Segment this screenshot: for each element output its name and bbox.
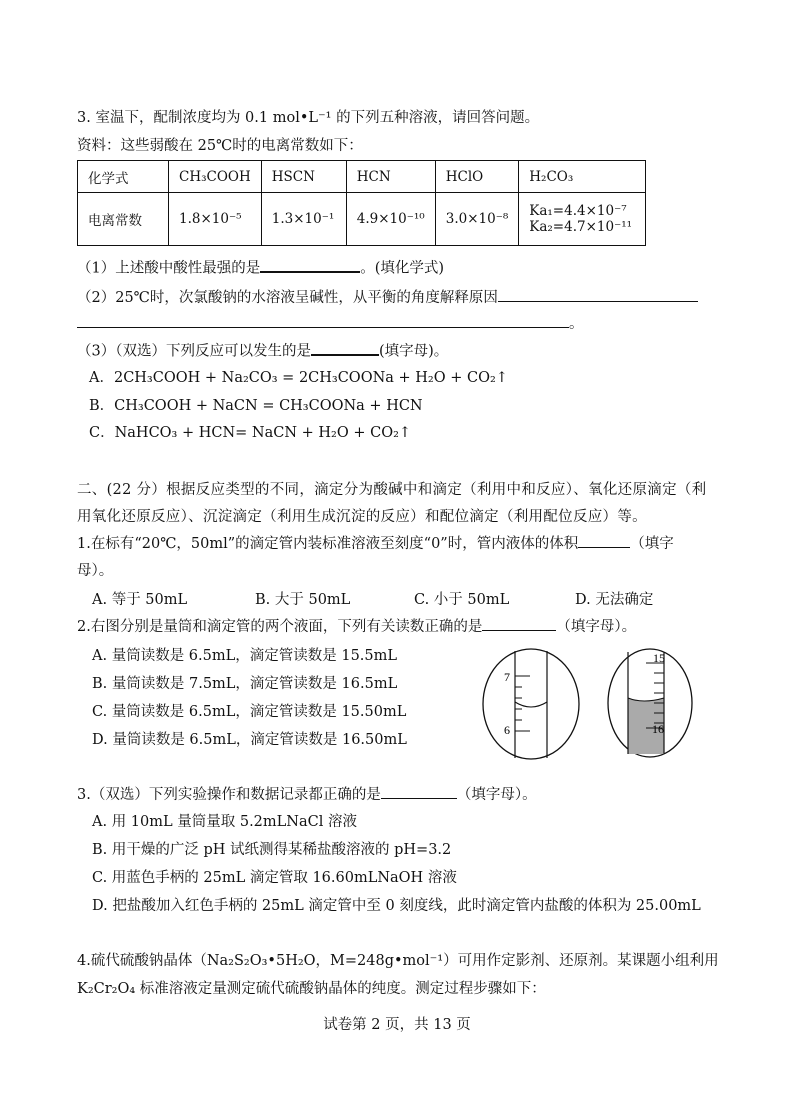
ka1: Ka₁=4.4×10⁻⁷	[529, 203, 627, 219]
table-header-cell: 化学式	[78, 161, 169, 193]
answer-blank[interactable]	[77, 313, 569, 329]
q3-sub1	[77, 256, 444, 278]
table-cell: 4.9×10⁻¹⁰	[346, 193, 435, 246]
table-cell: 1.3×10⁻¹	[261, 193, 346, 246]
page-footer: 试卷第 2 页，共 13 页	[323, 1017, 471, 1033]
table-header-cell: HCN	[346, 161, 435, 193]
table-cell: 1.8×10⁻⁵	[169, 193, 262, 246]
table-cell-h2co3	[519, 193, 646, 246]
p2-q4-line1: 4.硫代硫酸钠晶体（Na₂S₂O₃•5H₂O，M=248g•mol⁻¹）可用作定影剂、还原剂。某课题小组利用	[77, 953, 719, 969]
p2-q1	[77, 532, 674, 553]
p2-q1-tail: （填字	[630, 536, 674, 552]
p2-q2-option-d: D. 量筒读数是 6.5mL，滴定管读数是 16.50mL	[92, 732, 407, 748]
p2-q3-stem: 3.（双选）下列实验操作和数据记录都正确的是	[77, 787, 381, 803]
answer-blank[interactable]	[498, 287, 698, 303]
p2-q2-option-c: C. 量筒读数是 6.5mL，滴定管读数是 15.50mL	[92, 704, 407, 720]
table-header-cell: HClO	[435, 161, 519, 193]
ka2: Ka₂=4.7×10⁻¹¹	[529, 219, 633, 235]
q3-info: 资料：这些弱酸在 25℃时的电离常数如下：	[77, 138, 363, 154]
q3-sub3-stem: （3）（双选）下列反应可以发生的是	[77, 343, 311, 360]
p2-q1-option-c: C. 小于 50mL	[414, 592, 510, 608]
q3-option-a: A．2CH₃COOH + Na₂CO₃ = 2CH₃COONa + H₂O + CO₂↑	[89, 370, 508, 386]
q3-sub2-line2	[77, 312, 584, 333]
ionization-constant-table	[77, 160, 646, 246]
q3-sub1-tail: 。(填化学式)	[360, 260, 445, 277]
q3-option-c: C．NaHCO₃ + HCN= NaCN + H₂O + CO₂↑	[89, 425, 412, 441]
p2-q3-option-a: A. 用 10mL 量筒量取 5.2mLNaCl 溶液	[92, 814, 357, 830]
p2-q3-option-b: B. 用干燥的广泛 pH 试纸测得某稀盐酸溶液的 pH=3.2	[92, 842, 452, 858]
p2-q2-tail: （填字母）。	[556, 619, 637, 635]
table-header-cell: CH₃COOH	[169, 161, 262, 193]
cylinder-label-bottom: 6	[504, 723, 510, 737]
p2-q3-option-d: D. 把盐酸加入红色手柄的 25mL 滴定管中至 0 刻度线，此时滴定管内盐酸的体积为 25.00mL	[92, 898, 701, 914]
q3-option-b: B．CH₃COOH + NaCN = CH₃COONa + HCN	[89, 398, 423, 414]
q3-sub1-stem: （1）上述酸中酸性最强的是	[77, 260, 261, 277]
table-row-label: 电离常数	[78, 193, 169, 246]
p2-q1-option-b: B. 大于 50mL	[255, 592, 351, 608]
p2-q2-stem: 2.右图分别是量筒和滴定管的两个液面，下列有关读数正确的是	[77, 619, 483, 635]
burette-label-top: 15	[653, 651, 665, 665]
answer-blank[interactable]	[381, 784, 457, 800]
q3-sub2	[77, 286, 698, 307]
p2-q3-tail: （填字母）。	[456, 787, 537, 803]
cylinder-label-top: 7	[504, 670, 510, 684]
measurement-figure	[478, 646, 698, 766]
burette-view	[608, 649, 692, 757]
q3-sub3	[77, 339, 448, 361]
table-header-cell: H₂CO₃	[519, 161, 646, 193]
answer-blank[interactable]	[578, 533, 630, 549]
p2-q3-option-c: C. 用蓝色手柄的 25mL 滴定管取 16.60mLNaOH 溶液	[92, 870, 457, 886]
burette-label-bottom: 16	[652, 722, 664, 736]
table-header-cell: HSCN	[261, 161, 346, 193]
answer-blank[interactable]	[311, 339, 379, 356]
p2-q1-option-d: D. 无法确定	[575, 592, 654, 608]
answer-blank[interactable]	[482, 616, 556, 632]
answer-blank[interactable]	[260, 256, 360, 273]
q3-sub2-stem: （2）25℃时，次氯酸钠的水溶液呈碱性，从平衡的角度解释原因	[77, 290, 498, 306]
p2-q2-option-a: A. 量筒读数是 6.5mL，滴定管读数是 15.5mL	[92, 648, 398, 664]
p2-q1-stem: 1.在标有“20℃，50ml”的滴定管内装标准溶液至刻度“0”时，管内液体的体积	[77, 536, 579, 552]
p2-q1-option-a: A. 等于 50mL	[92, 592, 188, 608]
part2-intro-line2: 用氧化还原反应）、沉淀滴定（利用生成沉淀的反应）和配位滴定（利用配位反应）等。	[77, 509, 647, 525]
p2-q3	[77, 783, 537, 804]
q3-sub2-end: 。	[569, 316, 584, 332]
table-cell: 3.0×10⁻⁸	[435, 193, 519, 246]
p2-q2-option-b: B. 量筒读数是 7.5mL，滴定管读数是 16.5mL	[92, 676, 398, 692]
part2-intro-line1: 二、(22 分）根据反应类型的不同，滴定分为酸碱中和滴定（利用中和反应）、氧化还原滴定（利	[77, 482, 707, 498]
q3-title: 3. 室温下，配制浓度均为 0.1 mol•L⁻¹ 的下列五种溶液，请回答问题。	[77, 110, 540, 126]
graduated-cylinder-view	[483, 649, 579, 759]
q3-sub3-tail: (填字母)。	[378, 343, 449, 360]
p2-q2	[77, 615, 636, 636]
p2-q1-line2: 母）。	[77, 563, 114, 579]
p2-q4-line2: K₂Cr₂O₄ 标准溶液定量测定硫代硫酸钠晶体的纯度。测定过程步骤如下：	[77, 981, 546, 997]
